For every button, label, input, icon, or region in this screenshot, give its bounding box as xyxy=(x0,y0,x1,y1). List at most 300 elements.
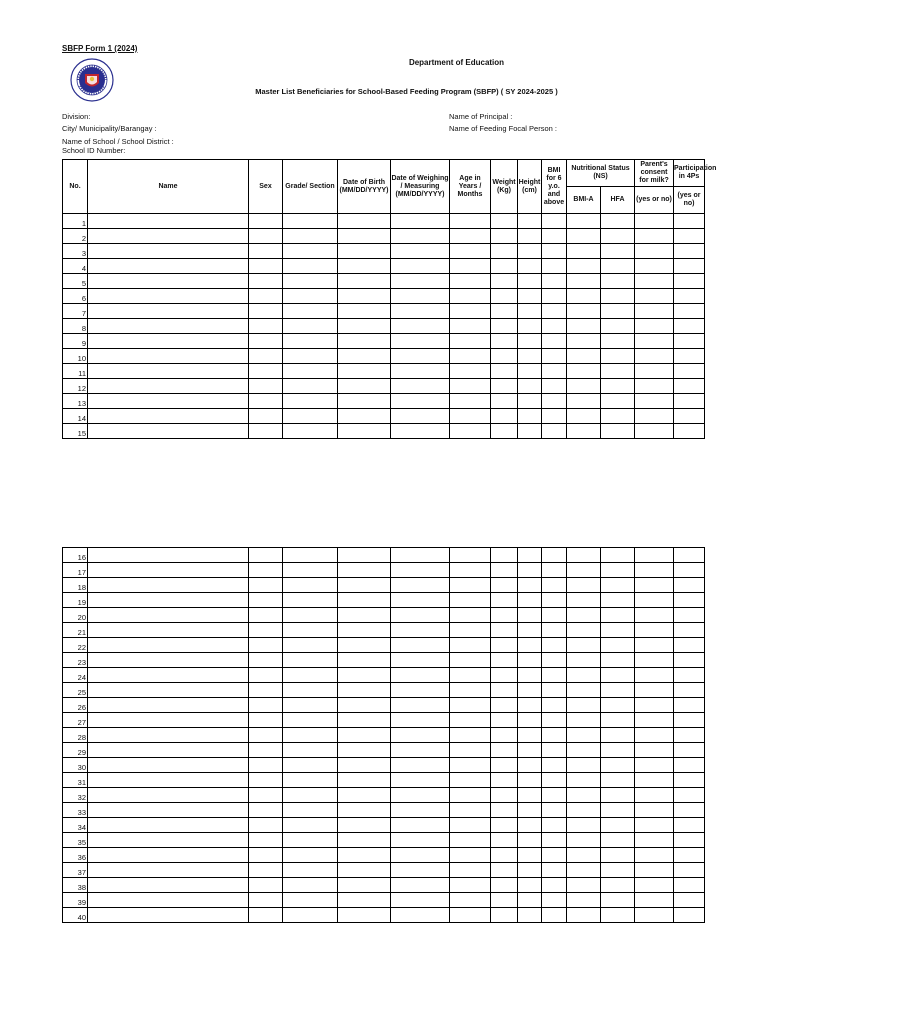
blank-cell[interactable] xyxy=(567,833,601,848)
blank-cell[interactable] xyxy=(601,289,635,304)
blank-cell[interactable] xyxy=(450,683,491,698)
blank-cell[interactable] xyxy=(674,608,705,623)
blank-cell[interactable] xyxy=(283,289,338,304)
blank-cell[interactable] xyxy=(518,319,542,334)
blank-cell[interactable] xyxy=(674,683,705,698)
blank-cell[interactable] xyxy=(567,379,601,394)
blank-cell[interactable] xyxy=(635,229,674,244)
blank-cell[interactable] xyxy=(249,758,283,773)
blank-cell[interactable] xyxy=(338,379,391,394)
blank-cell[interactable] xyxy=(635,409,674,424)
blank-cell[interactable] xyxy=(338,863,391,878)
blank-cell[interactable] xyxy=(450,773,491,788)
blank-cell[interactable] xyxy=(249,908,283,923)
blank-cell[interactable] xyxy=(283,788,338,803)
blank-cell[interactable] xyxy=(283,683,338,698)
blank-cell[interactable] xyxy=(338,653,391,668)
blank-cell[interactable] xyxy=(491,304,518,319)
blank-cell[interactable] xyxy=(542,394,567,409)
blank-cell[interactable] xyxy=(567,289,601,304)
blank-cell[interactable] xyxy=(518,878,542,893)
blank-cell[interactable] xyxy=(450,244,491,259)
blank-cell[interactable] xyxy=(391,713,450,728)
blank-cell[interactable] xyxy=(567,214,601,229)
blank-cell[interactable] xyxy=(601,424,635,439)
blank-cell[interactable] xyxy=(601,653,635,668)
blank-cell[interactable] xyxy=(674,803,705,818)
blank-cell[interactable] xyxy=(88,668,249,683)
blank-cell[interactable] xyxy=(249,563,283,578)
blank-cell[interactable] xyxy=(518,698,542,713)
blank-cell[interactable] xyxy=(450,319,491,334)
blank-cell[interactable] xyxy=(635,818,674,833)
blank-cell[interactable] xyxy=(674,334,705,349)
blank-cell[interactable] xyxy=(674,653,705,668)
blank-cell[interactable] xyxy=(674,623,705,638)
blank-cell[interactable] xyxy=(542,214,567,229)
blank-cell[interactable] xyxy=(338,214,391,229)
blank-cell[interactable] xyxy=(391,878,450,893)
blank-cell[interactable] xyxy=(674,908,705,923)
blank-cell[interactable] xyxy=(542,244,567,259)
blank-cell[interactable] xyxy=(391,289,450,304)
blank-cell[interactable] xyxy=(88,394,249,409)
blank-cell[interactable] xyxy=(88,758,249,773)
blank-cell[interactable] xyxy=(635,908,674,923)
blank-cell[interactable] xyxy=(283,229,338,244)
blank-cell[interactable] xyxy=(283,364,338,379)
blank-cell[interactable] xyxy=(491,683,518,698)
blank-cell[interactable] xyxy=(635,349,674,364)
blank-cell[interactable] xyxy=(283,818,338,833)
blank-cell[interactable] xyxy=(88,848,249,863)
blank-cell[interactable] xyxy=(88,608,249,623)
blank-cell[interactable] xyxy=(567,743,601,758)
blank-cell[interactable] xyxy=(450,908,491,923)
blank-cell[interactable] xyxy=(635,334,674,349)
blank-cell[interactable] xyxy=(635,274,674,289)
blank-cell[interactable] xyxy=(567,653,601,668)
blank-cell[interactable] xyxy=(338,349,391,364)
blank-cell[interactable] xyxy=(635,878,674,893)
blank-cell[interactable] xyxy=(450,578,491,593)
blank-cell[interactable] xyxy=(542,229,567,244)
blank-cell[interactable] xyxy=(601,623,635,638)
blank-cell[interactable] xyxy=(518,638,542,653)
blank-cell[interactable] xyxy=(88,698,249,713)
blank-cell[interactable] xyxy=(391,833,450,848)
blank-cell[interactable] xyxy=(674,668,705,683)
blank-cell[interactable] xyxy=(283,698,338,713)
blank-cell[interactable] xyxy=(635,424,674,439)
blank-cell[interactable] xyxy=(491,424,518,439)
blank-cell[interactable] xyxy=(450,638,491,653)
blank-cell[interactable] xyxy=(567,638,601,653)
blank-cell[interactable] xyxy=(491,548,518,563)
blank-cell[interactable] xyxy=(518,229,542,244)
blank-cell[interactable] xyxy=(450,848,491,863)
blank-cell[interactable] xyxy=(283,713,338,728)
blank-cell[interactable] xyxy=(635,244,674,259)
blank-cell[interactable] xyxy=(674,289,705,304)
blank-cell[interactable] xyxy=(518,578,542,593)
blank-cell[interactable] xyxy=(391,908,450,923)
blank-cell[interactable] xyxy=(491,244,518,259)
blank-cell[interactable] xyxy=(635,259,674,274)
blank-cell[interactable] xyxy=(88,878,249,893)
blank-cell[interactable] xyxy=(601,743,635,758)
blank-cell[interactable] xyxy=(450,593,491,608)
blank-cell[interactable] xyxy=(88,349,249,364)
blank-cell[interactable] xyxy=(338,728,391,743)
blank-cell[interactable] xyxy=(249,334,283,349)
blank-cell[interactable] xyxy=(542,274,567,289)
blank-cell[interactable] xyxy=(542,698,567,713)
blank-cell[interactable] xyxy=(567,563,601,578)
blank-cell[interactable] xyxy=(491,788,518,803)
blank-cell[interactable] xyxy=(518,304,542,319)
blank-cell[interactable] xyxy=(283,319,338,334)
blank-cell[interactable] xyxy=(491,833,518,848)
blank-cell[interactable] xyxy=(283,908,338,923)
blank-cell[interactable] xyxy=(491,878,518,893)
blank-cell[interactable] xyxy=(391,424,450,439)
blank-cell[interactable] xyxy=(338,743,391,758)
blank-cell[interactable] xyxy=(518,743,542,758)
blank-cell[interactable] xyxy=(249,364,283,379)
blank-cell[interactable] xyxy=(542,833,567,848)
blank-cell[interactable] xyxy=(283,578,338,593)
blank-cell[interactable] xyxy=(567,863,601,878)
blank-cell[interactable] xyxy=(88,229,249,244)
blank-cell[interactable] xyxy=(249,548,283,563)
blank-cell[interactable] xyxy=(542,743,567,758)
blank-cell[interactable] xyxy=(88,728,249,743)
blank-cell[interactable] xyxy=(567,304,601,319)
blank-cell[interactable] xyxy=(249,623,283,638)
blank-cell[interactable] xyxy=(542,638,567,653)
blank-cell[interactable] xyxy=(601,713,635,728)
blank-cell[interactable] xyxy=(249,244,283,259)
blank-cell[interactable] xyxy=(338,803,391,818)
blank-cell[interactable] xyxy=(567,319,601,334)
blank-cell[interactable] xyxy=(601,773,635,788)
blank-cell[interactable] xyxy=(567,818,601,833)
blank-cell[interactable] xyxy=(450,334,491,349)
blank-cell[interactable] xyxy=(635,364,674,379)
blank-cell[interactable] xyxy=(635,803,674,818)
blank-cell[interactable] xyxy=(391,893,450,908)
blank-cell[interactable] xyxy=(88,304,249,319)
blank-cell[interactable] xyxy=(518,244,542,259)
blank-cell[interactable] xyxy=(542,379,567,394)
blank-cell[interactable] xyxy=(491,653,518,668)
blank-cell[interactable] xyxy=(88,818,249,833)
blank-cell[interactable] xyxy=(674,698,705,713)
blank-cell[interactable] xyxy=(450,364,491,379)
blank-cell[interactable] xyxy=(450,653,491,668)
blank-cell[interactable] xyxy=(88,364,249,379)
blank-cell[interactable] xyxy=(338,319,391,334)
blank-cell[interactable] xyxy=(88,863,249,878)
blank-cell[interactable] xyxy=(674,773,705,788)
blank-cell[interactable] xyxy=(338,773,391,788)
blank-cell[interactable] xyxy=(635,833,674,848)
blank-cell[interactable] xyxy=(601,349,635,364)
blank-cell[interactable] xyxy=(338,683,391,698)
blank-cell[interactable] xyxy=(391,698,450,713)
blank-cell[interactable] xyxy=(674,818,705,833)
blank-cell[interactable] xyxy=(338,758,391,773)
blank-cell[interactable] xyxy=(518,863,542,878)
blank-cell[interactable] xyxy=(249,668,283,683)
blank-cell[interactable] xyxy=(635,893,674,908)
blank-cell[interactable] xyxy=(338,259,391,274)
blank-cell[interactable] xyxy=(283,593,338,608)
blank-cell[interactable] xyxy=(518,683,542,698)
blank-cell[interactable] xyxy=(601,319,635,334)
blank-cell[interactable] xyxy=(88,424,249,439)
blank-cell[interactable] xyxy=(518,394,542,409)
blank-cell[interactable] xyxy=(542,848,567,863)
blank-cell[interactable] xyxy=(249,683,283,698)
blank-cell[interactable] xyxy=(674,409,705,424)
blank-cell[interactable] xyxy=(338,424,391,439)
blank-cell[interactable] xyxy=(249,424,283,439)
blank-cell[interactable] xyxy=(338,893,391,908)
blank-cell[interactable] xyxy=(283,623,338,638)
blank-cell[interactable] xyxy=(391,259,450,274)
blank-cell[interactable] xyxy=(635,713,674,728)
blank-cell[interactable] xyxy=(88,214,249,229)
blank-cell[interactable] xyxy=(249,259,283,274)
blank-cell[interactable] xyxy=(518,668,542,683)
blank-cell[interactable] xyxy=(567,244,601,259)
blank-cell[interactable] xyxy=(518,289,542,304)
blank-cell[interactable] xyxy=(249,803,283,818)
blank-cell[interactable] xyxy=(88,908,249,923)
blank-cell[interactable] xyxy=(88,379,249,394)
blank-cell[interactable] xyxy=(518,214,542,229)
blank-cell[interactable] xyxy=(674,728,705,743)
blank-cell[interactable] xyxy=(518,274,542,289)
blank-cell[interactable] xyxy=(338,833,391,848)
blank-cell[interactable] xyxy=(635,728,674,743)
blank-cell[interactable] xyxy=(283,863,338,878)
blank-cell[interactable] xyxy=(338,623,391,638)
blank-cell[interactable] xyxy=(674,713,705,728)
blank-cell[interactable] xyxy=(338,818,391,833)
blank-cell[interactable] xyxy=(674,638,705,653)
blank-cell[interactable] xyxy=(283,379,338,394)
blank-cell[interactable] xyxy=(391,349,450,364)
blank-cell[interactable] xyxy=(674,319,705,334)
blank-cell[interactable] xyxy=(249,818,283,833)
blank-cell[interactable] xyxy=(674,424,705,439)
blank-cell[interactable] xyxy=(601,638,635,653)
blank-cell[interactable] xyxy=(88,623,249,638)
blank-cell[interactable] xyxy=(491,394,518,409)
blank-cell[interactable] xyxy=(391,214,450,229)
blank-cell[interactable] xyxy=(338,788,391,803)
blank-cell[interactable] xyxy=(635,593,674,608)
blank-cell[interactable] xyxy=(635,668,674,683)
blank-cell[interactable] xyxy=(283,409,338,424)
blank-cell[interactable] xyxy=(601,683,635,698)
blank-cell[interactable] xyxy=(283,638,338,653)
blank-cell[interactable] xyxy=(249,698,283,713)
blank-cell[interactable] xyxy=(542,578,567,593)
blank-cell[interactable] xyxy=(635,773,674,788)
blank-cell[interactable] xyxy=(450,409,491,424)
blank-cell[interactable] xyxy=(338,878,391,893)
blank-cell[interactable] xyxy=(491,818,518,833)
blank-cell[interactable] xyxy=(542,259,567,274)
blank-cell[interactable] xyxy=(450,803,491,818)
blank-cell[interactable] xyxy=(601,908,635,923)
blank-cell[interactable] xyxy=(450,698,491,713)
blank-cell[interactable] xyxy=(338,229,391,244)
blank-cell[interactable] xyxy=(567,803,601,818)
blank-cell[interactable] xyxy=(450,743,491,758)
blank-cell[interactable] xyxy=(518,908,542,923)
blank-cell[interactable] xyxy=(391,304,450,319)
blank-cell[interactable] xyxy=(674,833,705,848)
blank-cell[interactable] xyxy=(391,274,450,289)
blank-cell[interactable] xyxy=(491,334,518,349)
blank-cell[interactable] xyxy=(249,653,283,668)
blank-cell[interactable] xyxy=(674,563,705,578)
blank-cell[interactable] xyxy=(249,773,283,788)
blank-cell[interactable] xyxy=(391,623,450,638)
blank-cell[interactable] xyxy=(249,593,283,608)
blank-cell[interactable] xyxy=(88,289,249,304)
blank-cell[interactable] xyxy=(450,229,491,244)
blank-cell[interactable] xyxy=(635,304,674,319)
blank-cell[interactable] xyxy=(601,848,635,863)
blank-cell[interactable] xyxy=(601,214,635,229)
blank-cell[interactable] xyxy=(542,349,567,364)
blank-cell[interactable] xyxy=(518,728,542,743)
blank-cell[interactable] xyxy=(283,773,338,788)
blank-cell[interactable] xyxy=(635,848,674,863)
blank-cell[interactable] xyxy=(249,578,283,593)
blank-cell[interactable] xyxy=(491,758,518,773)
blank-cell[interactable] xyxy=(601,259,635,274)
blank-cell[interactable] xyxy=(674,758,705,773)
blank-cell[interactable] xyxy=(491,409,518,424)
blank-cell[interactable] xyxy=(674,349,705,364)
blank-cell[interactable] xyxy=(450,608,491,623)
blank-cell[interactable] xyxy=(249,878,283,893)
blank-cell[interactable] xyxy=(450,623,491,638)
blank-cell[interactable] xyxy=(249,304,283,319)
blank-cell[interactable] xyxy=(338,848,391,863)
blank-cell[interactable] xyxy=(635,548,674,563)
blank-cell[interactable] xyxy=(491,863,518,878)
blank-cell[interactable] xyxy=(518,653,542,668)
blank-cell[interactable] xyxy=(601,893,635,908)
blank-cell[interactable] xyxy=(88,548,249,563)
blank-cell[interactable] xyxy=(491,379,518,394)
blank-cell[interactable] xyxy=(491,214,518,229)
blank-cell[interactable] xyxy=(283,274,338,289)
blank-cell[interactable] xyxy=(88,593,249,608)
blank-cell[interactable] xyxy=(88,578,249,593)
blank-cell[interactable] xyxy=(635,379,674,394)
blank-cell[interactable] xyxy=(542,304,567,319)
blank-cell[interactable] xyxy=(491,364,518,379)
blank-cell[interactable] xyxy=(542,364,567,379)
blank-cell[interactable] xyxy=(491,803,518,818)
blank-cell[interactable] xyxy=(567,548,601,563)
blank-cell[interactable] xyxy=(450,758,491,773)
blank-cell[interactable] xyxy=(391,803,450,818)
blank-cell[interactable] xyxy=(88,683,249,698)
blank-cell[interactable] xyxy=(283,653,338,668)
blank-cell[interactable] xyxy=(391,653,450,668)
blank-cell[interactable] xyxy=(635,623,674,638)
blank-cell[interactable] xyxy=(601,818,635,833)
blank-cell[interactable] xyxy=(450,349,491,364)
blank-cell[interactable] xyxy=(450,863,491,878)
blank-cell[interactable] xyxy=(491,274,518,289)
blank-cell[interactable] xyxy=(391,863,450,878)
blank-cell[interactable] xyxy=(567,758,601,773)
blank-cell[interactable] xyxy=(450,214,491,229)
blank-cell[interactable] xyxy=(491,908,518,923)
blank-cell[interactable] xyxy=(283,244,338,259)
blank-cell[interactable] xyxy=(518,623,542,638)
blank-cell[interactable] xyxy=(450,259,491,274)
blank-cell[interactable] xyxy=(249,833,283,848)
blank-cell[interactable] xyxy=(391,683,450,698)
blank-cell[interactable] xyxy=(542,878,567,893)
blank-cell[interactable] xyxy=(88,653,249,668)
blank-cell[interactable] xyxy=(674,863,705,878)
blank-cell[interactable] xyxy=(518,409,542,424)
blank-cell[interactable] xyxy=(283,394,338,409)
blank-cell[interactable] xyxy=(601,593,635,608)
blank-cell[interactable] xyxy=(674,548,705,563)
blank-cell[interactable] xyxy=(283,424,338,439)
blank-cell[interactable] xyxy=(491,349,518,364)
blank-cell[interactable] xyxy=(601,229,635,244)
blank-cell[interactable] xyxy=(635,788,674,803)
blank-cell[interactable] xyxy=(567,788,601,803)
blank-cell[interactable] xyxy=(518,848,542,863)
blank-cell[interactable] xyxy=(635,698,674,713)
blank-cell[interactable] xyxy=(491,563,518,578)
blank-cell[interactable] xyxy=(542,623,567,638)
blank-cell[interactable] xyxy=(283,304,338,319)
blank-cell[interactable] xyxy=(674,214,705,229)
blank-cell[interactable] xyxy=(491,773,518,788)
blank-cell[interactable] xyxy=(518,334,542,349)
blank-cell[interactable] xyxy=(88,259,249,274)
blank-cell[interactable] xyxy=(542,863,567,878)
blank-cell[interactable] xyxy=(450,893,491,908)
blank-cell[interactable] xyxy=(391,638,450,653)
blank-cell[interactable] xyxy=(542,713,567,728)
blank-cell[interactable] xyxy=(338,409,391,424)
blank-cell[interactable] xyxy=(518,563,542,578)
blank-cell[interactable] xyxy=(635,743,674,758)
blank-cell[interactable] xyxy=(391,578,450,593)
blank-cell[interactable] xyxy=(567,848,601,863)
blank-cell[interactable] xyxy=(249,848,283,863)
blank-cell[interactable] xyxy=(491,713,518,728)
